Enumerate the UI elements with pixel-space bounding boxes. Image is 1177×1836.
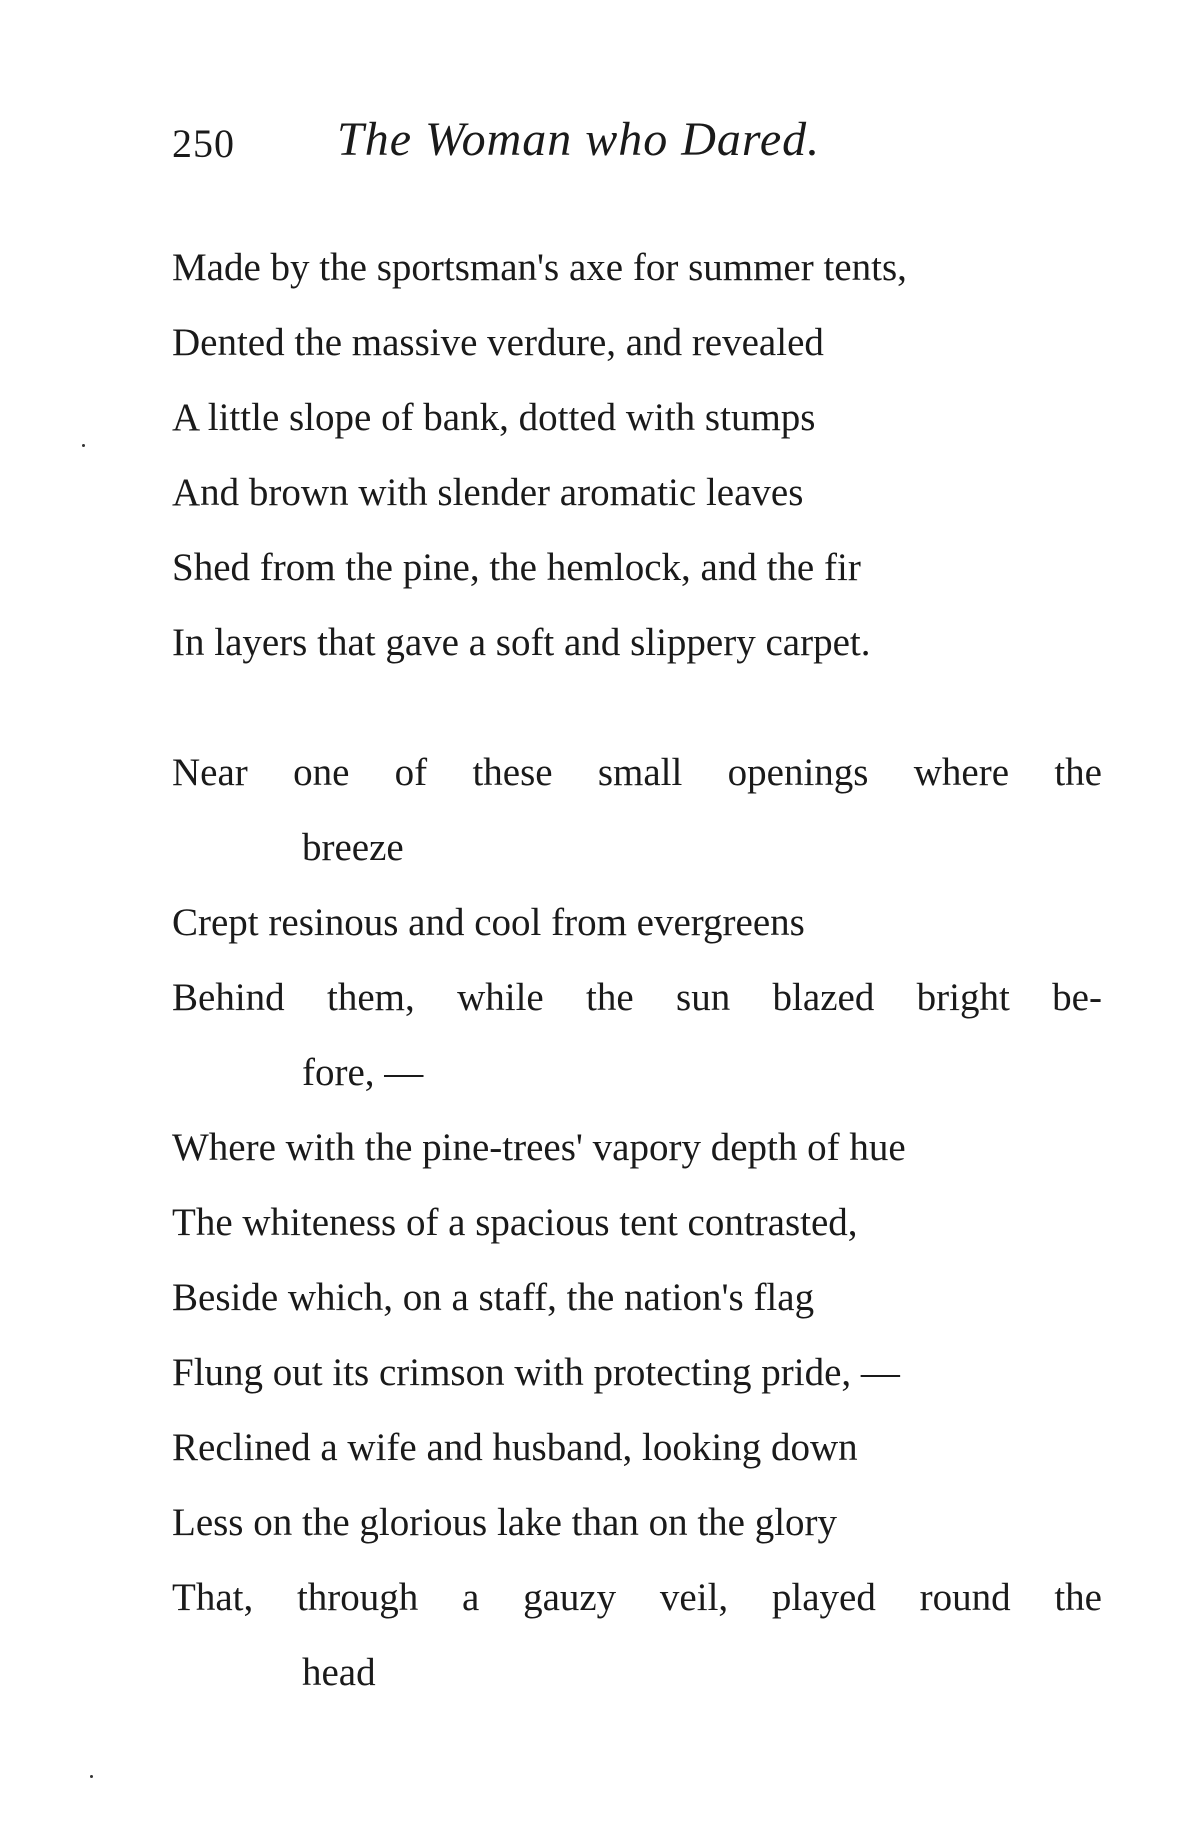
verse-line-justified (172, 735, 1102, 810)
verse-line: Reclined a wife and husband, looking down (172, 1426, 858, 1469)
word: blazed (772, 976, 875, 1019)
verse-line: Dented the massive verdure, and revealed (172, 321, 824, 364)
print-speck (82, 444, 85, 447)
running-title: The Woman who Dared. (337, 113, 821, 166)
word: these (472, 751, 553, 794)
verse-line-justified (172, 960, 1102, 1035)
verse-line-continuation: head (302, 1651, 376, 1694)
word: where (913, 751, 1010, 794)
word: round (919, 1576, 1011, 1619)
word: while (457, 976, 544, 1019)
word: the (1054, 1576, 1102, 1619)
word: bright (916, 976, 1010, 1019)
verse-line: And brown with slender aromatic leaves (172, 471, 804, 514)
word: sun (676, 976, 731, 1019)
poem-body (172, 230, 1102, 1710)
word: That, (172, 1576, 254, 1619)
verse-line: Where with the pine-trees' vapory depth of hue (172, 1126, 906, 1169)
word: the (1054, 751, 1102, 794)
verse-line: Shed from the pine, the hemlock, and the fir (172, 546, 861, 589)
word: veil, (659, 1576, 729, 1619)
word: gauzy (523, 1576, 617, 1619)
verse-line: The whiteness of a spacious tent contrasted, (172, 1201, 858, 1244)
verse-line-continuation: breeze (302, 826, 404, 869)
verse-line: Crept resinous and cool from evergreens (172, 901, 805, 944)
verse-line-justified (172, 1560, 1102, 1635)
word: small (597, 751, 683, 794)
word: be- (1052, 976, 1102, 1019)
word: Near (172, 751, 248, 794)
word: through (296, 1576, 419, 1619)
word: one (293, 751, 350, 794)
verse-line: Made by the sportsman's axe for summer tents, (172, 246, 907, 289)
word: a (462, 1576, 480, 1619)
verse-line: Less on the glorious lake than on the glory (172, 1501, 838, 1544)
word: them, (327, 976, 415, 1019)
word: played (771, 1576, 876, 1619)
verse-line: In layers that gave a soft and slippery carpet. (172, 621, 871, 664)
stanza-break (172, 680, 1102, 735)
word: Behind (172, 976, 285, 1019)
print-speck (90, 1775, 93, 1778)
verse-line: Flung out its crimson with protecting pride, — (172, 1351, 900, 1394)
verse-line: A little slope of bank, dotted with stumps (172, 396, 816, 439)
verse-line-continuation: fore, — (302, 1051, 424, 1094)
page-number: 250 (172, 121, 235, 166)
page-header (172, 112, 1072, 172)
verse-line: Beside which, on a staff, the nation's flag (172, 1276, 815, 1319)
word: the (586, 976, 634, 1019)
word: openings (727, 751, 869, 794)
word: of (394, 751, 428, 794)
